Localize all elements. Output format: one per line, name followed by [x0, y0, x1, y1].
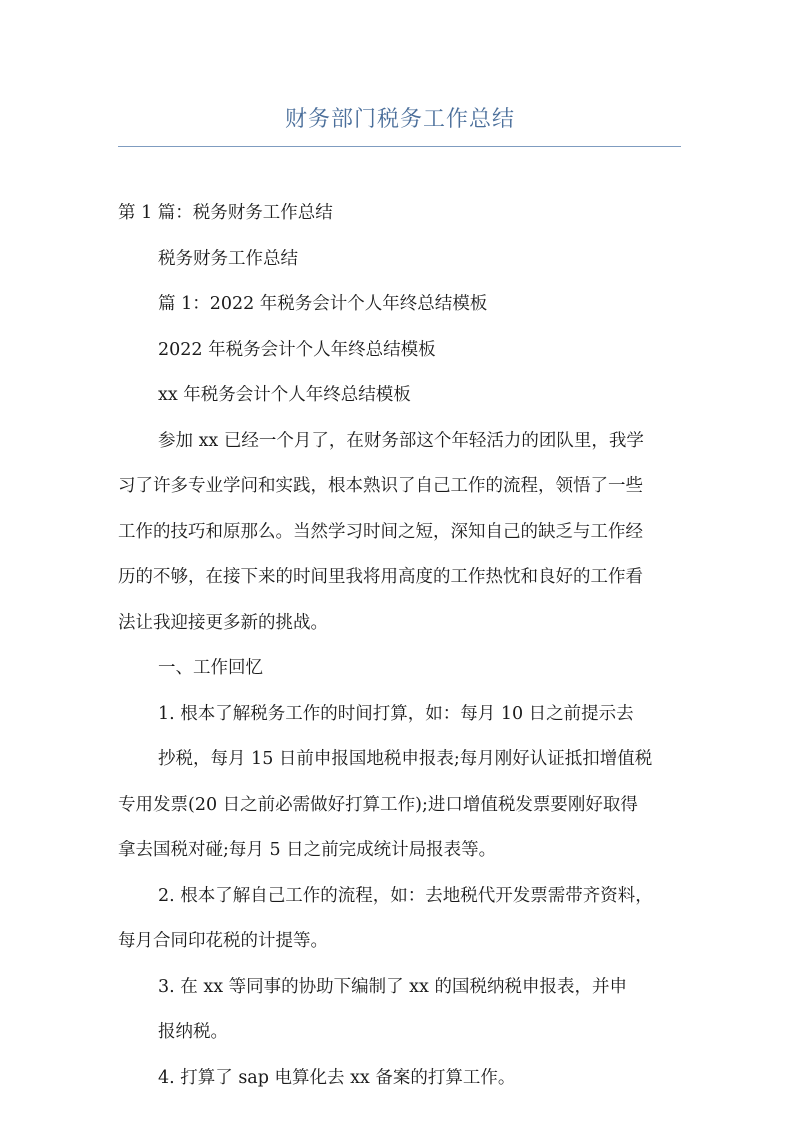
list-item-line: 每月合同印花税的计提等。 — [118, 931, 328, 951]
paragraph-line: 习了许多专业学问和实践，根本熟识了自己工作的流程，领悟了一些 — [118, 476, 643, 496]
list-item-line: 专用发票(20 日之前必需做好打算工作);进口增值税发票要刚好取得 — [118, 794, 638, 815]
paragraph-line: 历的不够，在接下来的时间里我将用高度的工作热忱和良好的工作看 — [118, 567, 643, 587]
list-heading: 一、工作回忆 — [158, 658, 263, 678]
document-body — [118, 194, 690, 1104]
list-item-line: 报纳税。 — [158, 1022, 228, 1042]
title-underline — [118, 146, 681, 147]
list-item-line: 2. 根本了解自己工作的流程，如：去地税代开发票需带齐资料， — [158, 885, 653, 906]
document-title: 财务部门税务工作总结 — [284, 107, 515, 132]
paragraph-line: 参加 xx 已经一个月了，在财务部这个年轻活力的团队里，我学 — [158, 430, 644, 451]
subheading: 税务财务工作总结 — [158, 248, 298, 269]
subheading: 篇 1：2022 年税务会计个人年终总结模板 — [158, 294, 488, 314]
list-item-line: 1. 根本了解税务工作的时间打算，如：每月 10 日之前提示去 — [158, 703, 634, 724]
paragraph-line: 法让我迎接更多新的挑战。 — [118, 612, 328, 633]
subheading: 2022 年税务会计个人年终总结模板 — [158, 339, 436, 360]
list-item-line: 抄税，每月 15 日前申报国地税申报表;每月刚好认证抵扣增值税 — [158, 749, 653, 769]
list-item-line: 3. 在 xx 等同事的协助下编制了 xx 的国税纳税申报表，并申 — [158, 976, 627, 997]
paragraph-line: 工作的技巧和原那么。当然学习时间之短，深知自己的缺乏与工作经 — [118, 521, 643, 542]
list-item-line: 拿去国税对碰;每月 5 日之前完成统计局报表等。 — [118, 840, 497, 860]
list-item-line: 4. 打算了 sap 电算化去 xx 备案的打算工作。 — [158, 1067, 516, 1088]
section-heading: 第 1 篇：税务财务工作总结 — [118, 203, 333, 223]
subheading: xx 年税务会计个人年终总结模板 — [158, 385, 411, 405]
